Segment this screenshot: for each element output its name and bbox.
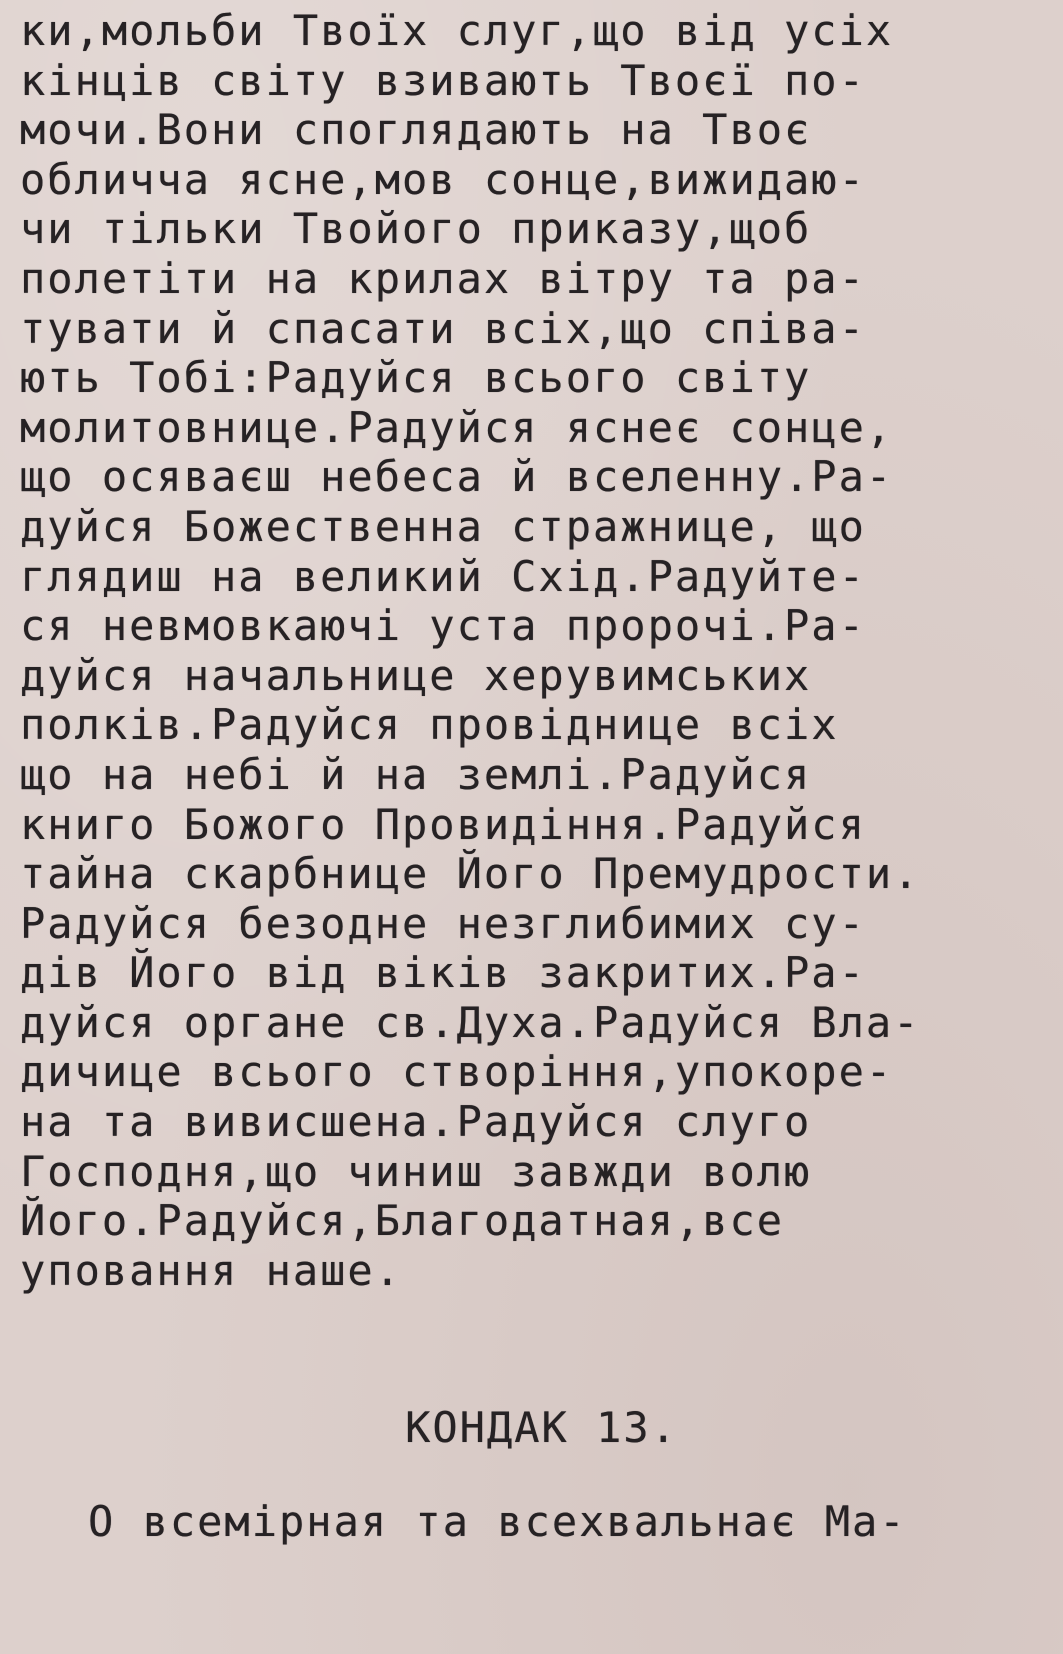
kondak-first-line: О всемірная та всехвальнає Ма- <box>88 1497 907 1546</box>
text-line: ся невмовкаючі уста пророчі.Ра- <box>20 601 866 651</box>
text-line: полків.Радуйся провіднице всіх <box>20 700 839 750</box>
text-line: мочи.Вони споглядають на Твоє <box>20 105 812 155</box>
text-line: дуйся органе св.Духа.Радуйся Вла- <box>20 997 921 1047</box>
text-line: книго Божого Провидіння.Радуйся <box>20 799 866 849</box>
text-line: Його.Радуйся,Благодатная,все <box>20 1196 785 1246</box>
text-line: глядиш на великий Схід.Радуйте- <box>20 551 866 601</box>
text-line: чи тільки Твойого приказу,щоб <box>20 204 812 254</box>
text-line: уповання наше. <box>20 1245 403 1295</box>
kondak-heading: КОНДАК 13. <box>405 1403 678 1452</box>
text-line: дуйся начальнице херувимських <box>20 650 812 700</box>
text-line: тайна скарбнице Його Премудрости. <box>20 849 921 899</box>
text-line: Радуйся безодне незглибимих су- <box>20 898 866 948</box>
text-line: що на небі й на землі.Радуйся <box>20 749 812 799</box>
text-line: ють Тобі:Радуйся всього світу <box>20 353 812 403</box>
text-line: дуйся Божественна стражнице, що <box>20 501 866 551</box>
text-line: дів Його від віків закритих.Ра- <box>20 948 866 998</box>
text-line: дичице всього створіння,упокоре- <box>20 1047 894 1097</box>
text-line: ки,мольби Твоїх слуг,що від усіх <box>20 6 894 55</box>
text-line: молитовнице.Радуйся яснеє сонце, <box>20 402 894 452</box>
prayer-text-block <box>20 6 1060 1295</box>
text-line: Господня,що чиниш завжди волю <box>20 1146 812 1196</box>
text-line: тувати й спасати всіх,що співа- <box>20 303 866 353</box>
text-line: обличча ясне,мов сонце,вижидаю- <box>20 154 866 204</box>
text-line: що осяваєш небеса й вселенну.Ра- <box>20 452 894 502</box>
text-line: полетіти на крилах вітру та ра- <box>20 253 866 303</box>
text-line: на та вивисшена.Радуйся слуго <box>20 1097 812 1147</box>
text-line: кінців світу взивають Твоєї по- <box>20 55 866 105</box>
